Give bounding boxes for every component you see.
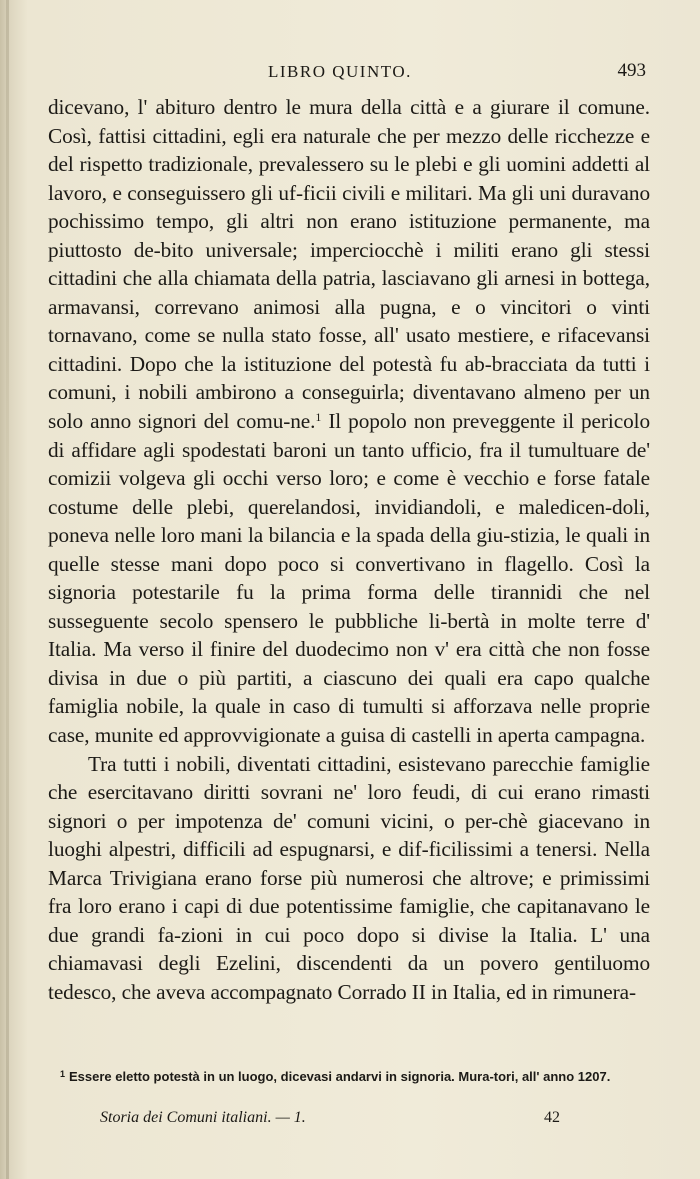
signature-title: Storia dei Comuni italiani. — 1.: [100, 1109, 306, 1126]
paragraph-2: Tra tutti i nobili, diventati cittadini, esistevano parecchie famiglie che esercitavano diritti sovrani ne' loro feudi, di cui erano rimasti signori o per impotenza de' comuni vicini, o per-chè giacevano in luoghi alpestri, difficili ad espugnarsi, e dif-ficilissimi a tenersi. Nella Marca Trivigiana erano forse più numerosi che altrove; e primissimi fra loro erano i capi di due potentissime famiglie, che capitanavano le due grandi fa-zioni in cui poco dopo si divise la Italia. L' una chiamavasi degli Ezelini, discendenti da un povero gentiluomo tedesco, che aveva accompagnato Corrado II in Italia, ed in rimunera-: [48, 751, 650, 1004]
paragraph-1-part-b: Il popolo non preveggente il pericolo di affidare agli spodestati baroni un tanto ufficio, fra il tumultuare de' comizii volgeva gli occhi verso loro; e come è vecchio e forse fatale costume delle plebi, querelandosi, invidiandoli, e maledicen-doli, poneva nelle loro mani la bilancia e la spada della giu-stizia, le quali in quelle stesse mani dopo poco si convertivano in flagello. Così la signoria potestarile fu la prima forma delle tirannidi che nel susseguente secolo spensero le pubbliche li-bertà in molte terre d' Italia. Ma verso il finire del duodecimo non v' era città che non fosse divisa in due o più partiti, a ciascuno dei quali era capo qualche famiglia nobile, la quale in caso di tumulti si afforzava nelle proprie case, munite ed approvvigionate a guisa di castelli in aperta campagna.: [48, 409, 650, 748]
body-text: [48, 93, 650, 1007]
footnote: [48, 1065, 650, 1086]
signature-number: 42: [544, 1109, 560, 1126]
footnote-reference: 1: [315, 410, 322, 425]
paragraph-1: [48, 93, 650, 750]
page-number: 493: [617, 60, 646, 81]
page-header: [48, 60, 650, 90]
signature-line: [100, 1109, 560, 1127]
footnote-text: Essere eletto potestà in un luogo, dicevasi andarvi in signoria. Mura-tori, all' anno 1207.: [69, 1069, 611, 1084]
paragraph-1-part-a: dicevano, l' abituro dentro le mura della città e a giurare il comune. Così, fattisi cittadini, egli era naturale che per mezzo delle ricchezze e del rispetto tradizionale, prevalessero su le plebi e gli uomini addetti al lavoro, e conseguissero gli uf-ficii civili e militari. Ma gli uni duravano pochissimo tempo, gli altri non erano istituzione permanente, ma piuttosto de-bito universale; imperciocchè i militi erano gli stessi cittadini che alla chiamata della patria, lasciavano gli arnesi in bottega, armavansi, correvano animosi alla pugna, e o vincitori o vinti tornavano, come se nulla stato fosse, all' usato mestiere, e rifacevansi cittadini. Dopo che la istituzione del potestà fu ab-bracciata da tutti i comuni, i nobili ambirono a conseguirla; diventavano almeno per un solo anno signori del comu-ne.: [48, 95, 650, 434]
running-head: LIBRO QUINTO.: [268, 62, 412, 81]
binding-gutter: [6, 0, 9, 1179]
footnote-mark: 1: [60, 1069, 66, 1079]
